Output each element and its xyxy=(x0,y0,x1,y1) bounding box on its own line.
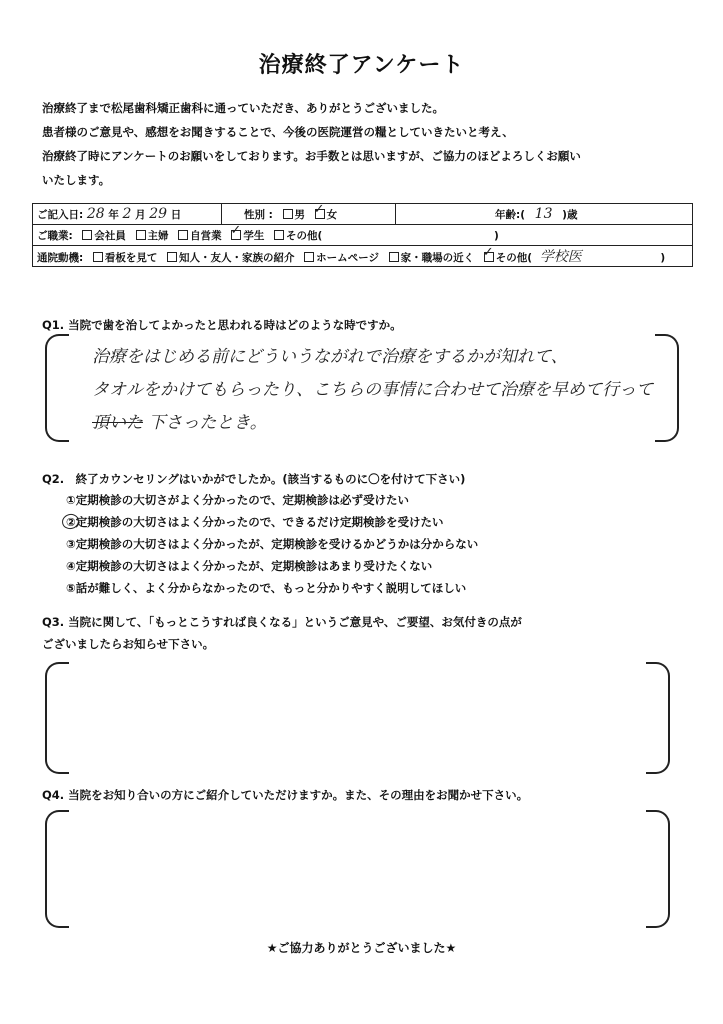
respondent-info-table xyxy=(32,203,693,267)
date-month-value[interactable]: 2 xyxy=(122,206,132,222)
occupation-option: その他( xyxy=(285,229,323,242)
reason-other-value[interactable]: 学校医 xyxy=(539,249,582,265)
occupation-option: 会社員 xyxy=(94,229,126,242)
q1-question: Q1. 当院で歯を治してよかったと思われる時はどのような時ですか。 xyxy=(42,318,402,332)
occupation-student-checkbox[interactable] xyxy=(231,230,241,240)
q4-answer-area[interactable] xyxy=(72,813,642,921)
page-title: 治療終了アンケート xyxy=(258,53,465,78)
gender-cell xyxy=(222,204,396,225)
age-suffix: )歳 xyxy=(562,209,578,221)
q1-answer-tail: 下さったとき。 xyxy=(148,413,267,433)
q3-left-bracket xyxy=(45,662,69,774)
occupation-cell xyxy=(33,225,693,246)
occupation-self-employed-checkbox[interactable] xyxy=(178,230,188,240)
footer-thanks: ★ご協力ありがとうございました★ xyxy=(266,941,457,955)
occupation-option: 学生 xyxy=(243,229,265,242)
occupation-housewife-checkbox[interactable] xyxy=(136,230,146,240)
q3-answer-area[interactable] xyxy=(72,665,642,767)
q1-right-bracket xyxy=(655,334,679,442)
gender-female-label: 女 xyxy=(326,208,338,221)
q2-option-1[interactable]: ①定期検診の大切さがよく分かったので、定期検診は必ず受けたい xyxy=(66,493,410,507)
reason-nearby-checkbox[interactable] xyxy=(389,252,399,262)
q4-question: Q4. 当院をお知り合いの方にご紹介していただけますか。また、その理由をお聞かせ下さい。 xyxy=(42,788,529,802)
reason-cell xyxy=(33,246,693,267)
q1-left-bracket xyxy=(45,334,69,442)
intro-line-1: 治療終了まで松尾歯科矯正歯科に通っていただき、ありがとうございました。 xyxy=(42,101,445,115)
occupation-option: 主婦 xyxy=(147,229,169,242)
reason-option: ホームページ xyxy=(316,252,379,264)
gender-label: 性別 : xyxy=(244,208,273,221)
reason-option: 知人・友人・家族の紹介 xyxy=(179,252,295,264)
date-label: ご記入日: xyxy=(37,209,84,221)
q4-right-bracket xyxy=(646,810,670,928)
intro-line-3: 治療終了時にアンケートのお願いをしております。お手数とは思いますが、ご協力のほどよろしくお願い xyxy=(42,149,581,163)
reason-option: 家・職場の近く xyxy=(400,252,475,264)
q4-left-bracket xyxy=(45,810,69,928)
reason-close: ) xyxy=(660,252,666,264)
date-year-value[interactable]: 28 xyxy=(86,206,105,222)
gender-male-checkbox[interactable] xyxy=(283,209,293,219)
intro-line-2: 患者様のご意見や、感想をお聞きすることで、今後の医院運営の糧としていきたいと考え、 xyxy=(42,125,514,139)
q3-question-line-1: Q3. 当院に関して、「もっとこうすれば良くなる」というご意見や、ご要望、お気付きの点が xyxy=(42,615,522,629)
year-label: 年 xyxy=(108,209,119,221)
gender-female-checkbox[interactable] xyxy=(315,209,325,219)
q3-right-bracket xyxy=(646,662,670,774)
reason-other-checkbox[interactable] xyxy=(484,252,494,262)
q1-answer-struck: 頂いた xyxy=(92,413,143,433)
q1-answer-line-3[interactable] xyxy=(92,408,267,433)
q1-answer-line-1[interactable]: 治療をはじめる前にどういうながれで治療をするかが知れて、 xyxy=(92,347,568,367)
date-cell xyxy=(33,204,222,225)
reason-option: 看板を見て xyxy=(104,252,158,264)
age-cell xyxy=(396,204,693,225)
day-label: 日 xyxy=(170,209,182,221)
q1-answer-line-2[interactable]: タオルをかけてもらったり、こちらの事情に合わせて治療を早めて行って xyxy=(92,380,653,400)
q2-option-4[interactable]: ④定期検診の大切さはよく分かったが、定期検診はあまり受けたくない xyxy=(66,559,433,573)
gender-male-label: 男 xyxy=(294,208,306,221)
age-value[interactable]: 13 xyxy=(534,206,553,222)
q2-option-2[interactable]: ②定期検診の大切さはよく分かったので、できるだけ定期検診を受けたい xyxy=(66,515,444,529)
date-day-value[interactable]: 29 xyxy=(149,206,168,222)
q2-option-3[interactable]: ③定期検診の大切さはよく分かったが、定期検診を受けるかどうかは分からない xyxy=(66,537,479,551)
age-label: 年齢:( xyxy=(495,209,525,221)
occupation-label: ご職業: xyxy=(37,229,73,242)
reason-signboard-checkbox[interactable] xyxy=(93,252,103,262)
reason-label: 通院動機: xyxy=(37,252,84,264)
q3-question-line-2: ございましたらお知らせ下さい。 xyxy=(42,637,215,651)
intro-line-4: いたします。 xyxy=(42,173,111,187)
occupation-close: ) xyxy=(493,229,499,242)
q2-question: Q2. 終了カウンセリングはいかがでしたか。(該当するものに〇を付けて下さい) xyxy=(42,472,466,486)
reason-homepage-checkbox[interactable] xyxy=(304,252,314,262)
reason-option: その他( xyxy=(495,252,533,264)
q2-option-5[interactable]: ⑤話が難しく、よく分からなかったので、もっと分かりやすく説明してほしい xyxy=(66,581,467,595)
occupation-option: 自営業 xyxy=(190,229,222,242)
month-label: 月 xyxy=(135,209,146,221)
occupation-other-checkbox[interactable] xyxy=(274,230,284,240)
reason-referral-checkbox[interactable] xyxy=(167,252,177,262)
occupation-company-checkbox[interactable] xyxy=(82,230,92,240)
